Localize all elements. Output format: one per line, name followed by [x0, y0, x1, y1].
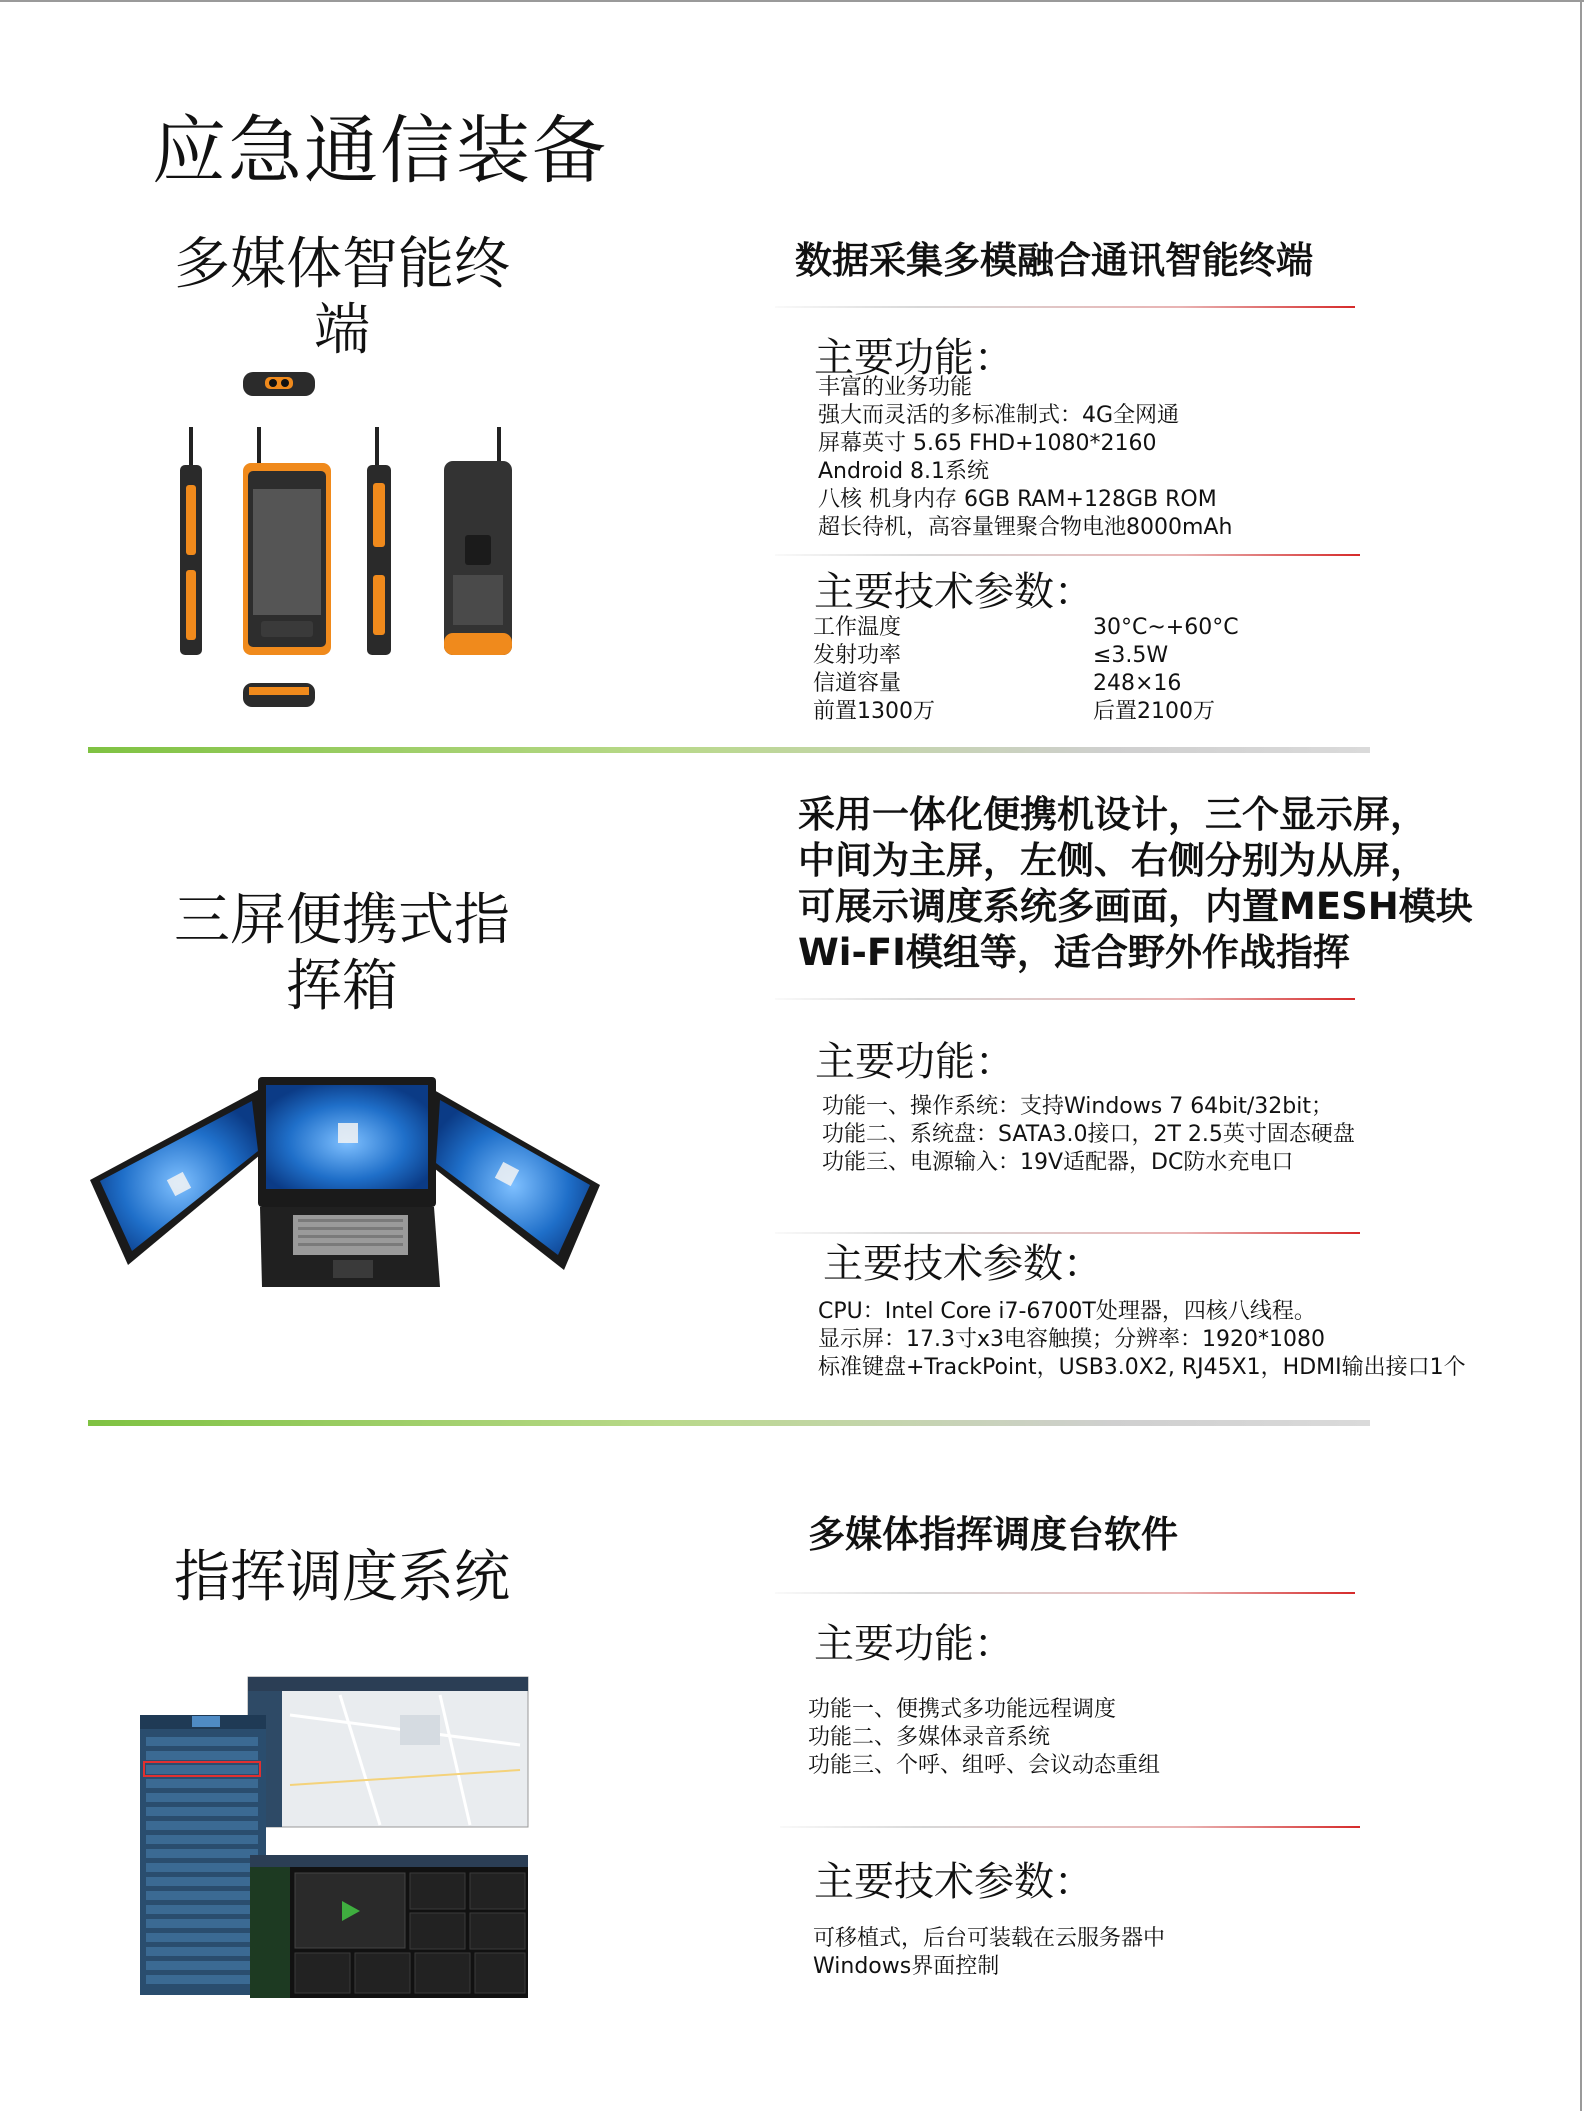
frame-top: [0, 0, 1584, 2]
section-divider-2: [88, 1420, 1370, 1426]
frame-right: [1580, 0, 1582, 2111]
section2-functions-list: [822, 1093, 1355, 1177]
section1-title: 多媒体智能终端: [174, 232, 510, 363]
section1-functions-list: [818, 374, 1232, 542]
section1-rule-1: [775, 306, 1355, 308]
param-item: Windows界面控制: [813, 1954, 1000, 1979]
section3-functions-title: 主要功能：: [814, 1621, 1014, 1667]
param-label: 信道容量: [813, 671, 902, 696]
function-item: 功能二、多媒体录音系统: [808, 1725, 1051, 1750]
headline-line: 采用一体化便携机设计，三个显示屏，: [798, 793, 1427, 836]
section1-rule-2: [775, 554, 1360, 556]
terminal-product-image: [165, 365, 525, 715]
section3-rule-2: [780, 1826, 1360, 1828]
headline-line: Wi-FI模组等，适合野外作战指挥: [798, 931, 1350, 974]
dispatch-software-screenshot: [140, 1675, 530, 2000]
param-value: ≤3.5W: [1093, 643, 1169, 668]
param-item: 可移植式，后台可装载在云服务器中: [813, 1926, 1166, 1951]
section2-headline: [798, 792, 1473, 976]
function-item: 功能一、便携式多功能远程调度: [808, 1697, 1117, 1722]
headline-line: 中间为主屏，左侧、右侧分别为从屏，: [798, 839, 1427, 882]
section2-functions-title: 主要功能：: [815, 1039, 1015, 1085]
section3-title: 指挥调度系统: [174, 1545, 510, 1610]
function-item: 功能二、系统盘：SATA3.0接口，2T 2.5英寸固态硬盘: [822, 1122, 1355, 1147]
function-item: 丰富的业务功能: [818, 375, 973, 400]
section1-params-title: 主要技术参数：: [814, 569, 1094, 615]
param-label: 前置1300万: [813, 699, 935, 724]
function-item: Android 8.1系统: [818, 459, 990, 484]
section3-params-title: 主要技术参数：: [814, 1859, 1094, 1905]
param-label: 工作温度: [813, 615, 902, 640]
section2-title: 三屏便携式指挥箱: [174, 888, 510, 1019]
headline-line: 可展示调度系统多画面，内置MESH模块: [798, 885, 1473, 928]
param-value: 30°C~+60°C: [1093, 615, 1239, 640]
param-value: 后置2100万: [1093, 699, 1215, 724]
param-item: CPU：Intel Core i7-6700T处理器，四核八线程。: [818, 1299, 1316, 1324]
function-item: 功能三、电源输入：19V适配器，DC防水充电口: [822, 1150, 1294, 1175]
param-item: 显示屏：17.3寸x3电容触摸；分辨率：1920*1080: [818, 1327, 1325, 1352]
function-item: 强大而灵活的多标准制式：4G全网通: [818, 403, 1180, 428]
function-item: 屏幕英寸 5.65 FHD+1080*2160: [818, 431, 1157, 456]
page-title: 应急通信装备: [152, 108, 608, 194]
section2-rule-1: [775, 998, 1355, 1000]
function-item: 功能一、操作系统：支持Windows 7 64bit/32bit；: [822, 1094, 1333, 1119]
section-divider-1: [88, 747, 1370, 753]
param-value: 248×16: [1093, 671, 1182, 696]
section2-params-title: 主要技术参数：: [823, 1241, 1103, 1287]
command-box-product-image: [88, 1075, 603, 1290]
section3-headline: 多媒体指挥调度台软件: [808, 1513, 1178, 1556]
section1-headline: 数据采集多模融合通讯智能终端: [795, 239, 1313, 282]
section3-params-list: [813, 1925, 1165, 1981]
section1-params-table: [813, 614, 1393, 726]
function-item: 功能三、个呼、组呼、会议动态重组: [808, 1753, 1161, 1778]
function-item: 八核 机身内存 6GB RAM+128GB ROM: [818, 487, 1217, 512]
section3-functions-list: [808, 1696, 1160, 1780]
param-item: 标准键盘+TrackPoint，USB3.0X2, RJ45X1，HDMI输出接口1个: [818, 1355, 1466, 1380]
param-label: 发射功率: [813, 643, 902, 668]
section1-functions-title: 主要功能：: [814, 335, 1014, 381]
section3-rule-1: [775, 1592, 1355, 1594]
section2-params-list: [818, 1298, 1466, 1382]
function-item: 超长待机，高容量锂聚合物电池8000mAh: [818, 515, 1233, 540]
